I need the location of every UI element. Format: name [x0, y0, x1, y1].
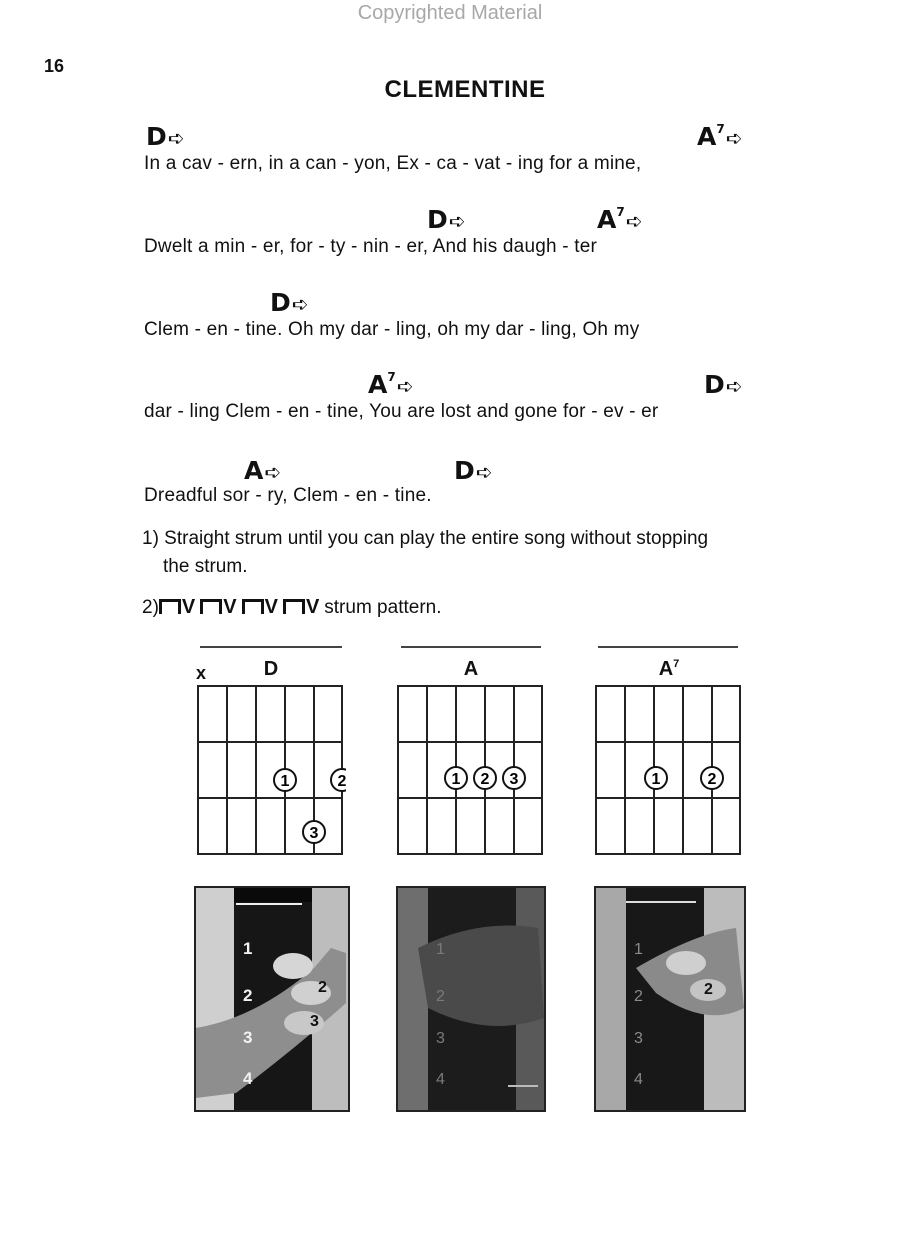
finger-dot-3: [503, 767, 525, 789]
chord-chart-a: [396, 684, 546, 858]
chord-marker-d: D➪: [704, 370, 743, 399]
chord-chart-a7: [594, 684, 744, 858]
arrow-icon: ➪: [291, 292, 309, 316]
chord-marker-a7: $A^7➪$: [368, 370, 414, 399]
fret-label: 4: [243, 1069, 253, 1088]
instruction-step-1: 1) Straight strum until you can play the entire song without stopping: [142, 528, 709, 549]
chart-top-line: [200, 646, 342, 648]
fret-label: 2: [436, 988, 445, 1005]
instruction-step-1-continued: the strum.: [163, 556, 248, 577]
lyric-line-1: In a cav - ern, in a can - yon, Ex - ca - vat - ing for a mine,: [144, 153, 642, 174]
fret-label: 4: [634, 1071, 643, 1088]
downstroke-icon: [200, 599, 222, 614]
chord-chart-title-d: D: [263, 658, 279, 680]
fingering-photo-a: [396, 886, 546, 1112]
upstroke-icon: V: [223, 596, 237, 618]
downstroke-icon: [159, 599, 181, 614]
song-title: CLEMENTINE: [384, 76, 546, 103]
chord-marker-a7: $A^7➪$: [597, 205, 643, 234]
arrow-icon: ➪: [396, 374, 414, 398]
muted-string-marker: x: [196, 663, 207, 683]
finger-dot-1: [645, 767, 667, 789]
fret-label: 3: [243, 1028, 253, 1047]
chord-chart-d: [196, 684, 346, 858]
fret-label: 1: [243, 939, 253, 958]
chord-marker-a: A➪: [244, 456, 282, 485]
chord-chart-title-a7: $A^7$: [658, 658, 680, 680]
page-number: 16: [44, 56, 65, 76]
svg-text:2: 2: [480, 771, 490, 788]
finger-number-label: 2: [704, 981, 713, 998]
finger-number-label: 2: [318, 979, 327, 996]
finger-dot-2: [331, 769, 346, 791]
arrow-icon: ➪: [625, 209, 643, 233]
instruction-step-2: 2) V V V V strum pattern.: [142, 596, 442, 618]
svg-text:1: 1: [280, 773, 290, 790]
finger-dot-2: [701, 767, 723, 789]
upstroke-icon: V: [181, 596, 196, 618]
chart-top-line: [598, 646, 738, 648]
svg-text:1: 1: [651, 771, 661, 788]
chord-marker-d: D➪: [427, 205, 466, 234]
fret-label: 2: [243, 986, 253, 1005]
chord-marker-d: D➪: [454, 456, 493, 485]
fret-label: 2: [634, 988, 643, 1005]
arrow-icon: ➪: [167, 126, 185, 150]
chord-marker-d: D➪: [146, 122, 185, 151]
finger-number-label: 3: [310, 1013, 319, 1030]
chord-marker-d: D➪: [270, 288, 309, 317]
lyric-line-3: Clem - en - tine. Oh my dar - ling, oh my dar - ling, Oh my: [144, 319, 640, 340]
fret-label: 3: [436, 1030, 445, 1047]
arrow-icon: ➪: [725, 126, 743, 150]
downstroke-icon: [242, 599, 264, 614]
lyric-line-5: Dreadful sor - ry, Clem - en - tine.: [144, 485, 432, 506]
copyright-watermark: Copyrighted Material: [357, 2, 543, 24]
finger-dot-2: [474, 767, 496, 789]
fingering-photo-d: [194, 886, 350, 1112]
finger-dot-1: [274, 769, 296, 791]
fingering-photo-a7: [594, 886, 746, 1112]
chart-top-line: [401, 646, 541, 648]
fret-label: 1: [436, 941, 445, 958]
svg-text:2: 2: [707, 771, 717, 788]
upstroke-icon: V: [305, 596, 320, 618]
fret-label: 3: [634, 1030, 643, 1047]
lyric-line-2: Dwelt a min - er, for - ty - nin - er, And his daugh - ter: [144, 236, 597, 257]
arrow-icon: ➪: [264, 460, 282, 484]
svg-text:1: 1: [451, 771, 461, 788]
chord-marker-a7: $A^7➪$: [697, 122, 743, 151]
svg-text:2: 2: [337, 773, 346, 790]
arrow-icon: ➪: [475, 460, 493, 484]
lyric-line-4: dar - ling Clem - en - tine, You are lost and gone for - ev - er: [144, 401, 659, 422]
downstroke-icon: [283, 599, 305, 614]
fret-label: 1: [634, 941, 643, 958]
arrow-icon: ➪: [725, 374, 743, 398]
upstroke-icon: V: [264, 596, 278, 618]
fret-label: 4: [436, 1071, 445, 1088]
arrow-icon: ➪: [448, 209, 466, 233]
finger-dot-3: [303, 821, 325, 843]
finger-dot-1: [445, 767, 467, 789]
svg-text:3: 3: [309, 825, 319, 842]
chord-chart-title-a: A: [463, 658, 479, 680]
svg-text:3: 3: [509, 771, 519, 788]
